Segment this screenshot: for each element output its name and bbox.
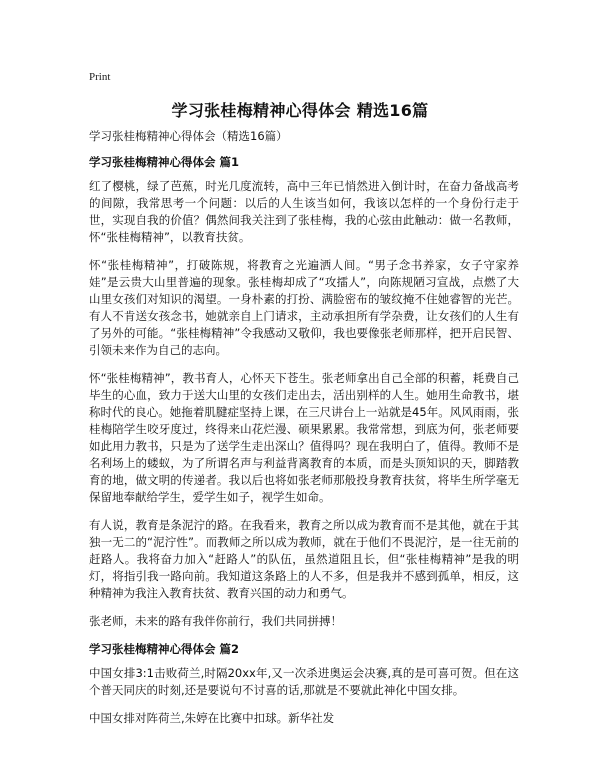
- paragraph: 中国女排对阵荷兰,朱婷在比赛中扣球。新华社发: [89, 711, 335, 725]
- section-heading-1: 学习张桂梅精神心得体会 篇1: [89, 155, 240, 169]
- section-heading-2: 学习张桂梅精神心得体会 篇2: [89, 642, 240, 656]
- paragraph: 中国女排3:1击败荷兰,时隔20xx年,又一次杀进奥运会决赛,真的是可喜可贺。但在这个普天同庆的时刻,还是要说句不讨喜的话,那就是不要就此神化中国女排。: [89, 666, 519, 697]
- document-subtitle: 学习张桂梅精神心得体会（精选16篇）: [89, 129, 288, 143]
- paragraph: 红了樱桃，绿了芭蕉，时光几度流转，高中三年已悄然进入倒计时，在奋力备战高考的间隙，我常思考一个问题：以后的人生该当如何，我该以怎样的一个身份行走于世，实现自我的价值？偶然间我关注到了张桂梅，我的心弦由此触动：做一名教师，怀“张桂梅精神”，以教育扶贫。: [89, 179, 519, 244]
- paragraph: 张老师，未来的路有我伴你前行，我们共同拼搏！: [89, 614, 342, 628]
- print-link[interactable]: Print: [89, 71, 111, 83]
- paragraph: 有人说，教育是条泥泞的路。在我看来，教育之所以成为教育而不是其他，就在于其独一无二的“泥泞性”。而教师之所以成为教师，就在于他们不畏泥泞，是一往无前的赶路人。我将奋力加入“赶路人”的队伍，虽然道阻且长，但“张桂梅精神”是我的明灯，将指引我一路向前。我知道这条路上的人不多，但是我并不感到孤单，相反，这种精神为我注入教育扶贫、教育兴国的动力和勇气。: [89, 518, 519, 600]
- document-body: [89, 128, 519, 738]
- document-title: 学习张桂梅精神心得体会 精选16篇: [171, 101, 429, 120]
- paragraph: 怀“张桂梅精神”，打破陈规，将教育之光遍洒人间。“男子念书养家，女子守家养娃”是云贵大山里普遍的现象。张桂梅却成了“攻擂人”，向陈规陋习宣战，点燃了大山里女孩们对知识的渴望。一身朴素的打扮、满脸密布的皱纹掩不住她睿智的光芒。有人不肯送女孩念书，她就亲自上门请求，主动承担所有学杂费，让女孩们的人生有了另外的可能。“张桂梅精神”令我感动又敬仰，我也要像张老师那样，把开启民智、引领未来作为自己的志向。: [89, 258, 519, 357]
- paragraph: 怀“张桂梅精神”，教书育人，心怀天下苍生。张老师拿出自己全部的积蓄，耗费自己毕生的心血，致力于送大山里的女孩们走出去，活出别样的人生。她用生命教书，堪称时代的良心。她拖着肌腱症坚持上课，在三尺讲台上一站就是45年。风风雨雨，张桂梅陪学生咬牙度过，终得来山花烂漫、硕果累累。我常常想，到底为何，张老师要如此用力教书，只是为了送学生走出深山？值得吗？现在我明白了，值得。教师不是名利场上的蝼蚁，为了所谓名声与利益背离教育的本质，而是头顶知识的天，脚踏教育的地，做文明的传递者。我以后也将如张老师那般投身教育扶贫，将毕生所学毫无保留地奉献给学生，爱学生如子，视学生如命。: [89, 371, 519, 504]
